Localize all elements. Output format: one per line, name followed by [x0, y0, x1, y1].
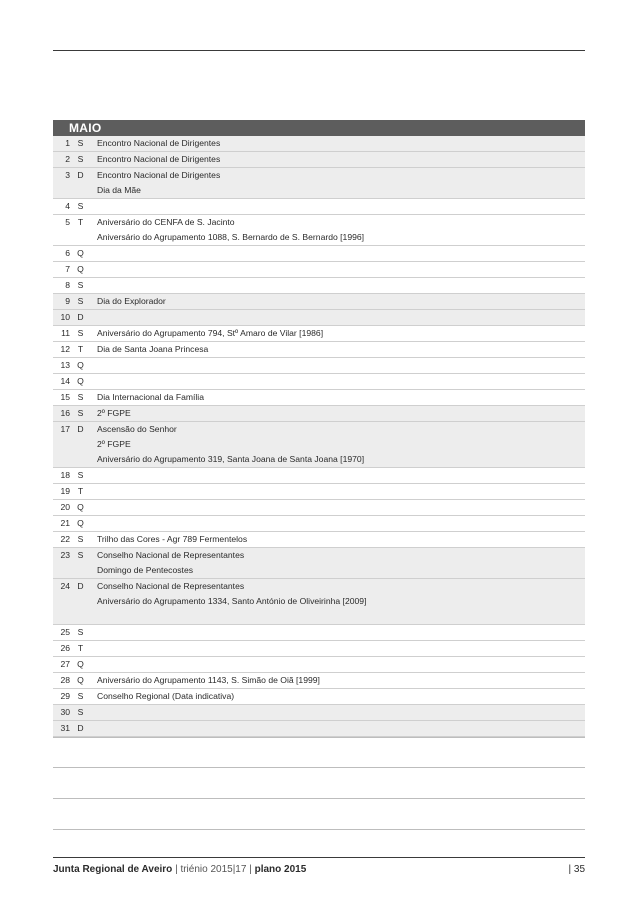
event-text: Aniversário do CENFA de S. Jacinto	[97, 217, 235, 227]
calendar-row	[53, 657, 585, 673]
calendar-row	[53, 326, 585, 342]
day-number: 30	[60, 707, 70, 717]
weekday-letter: S	[77, 691, 84, 701]
weekday-letter: Q	[77, 376, 84, 386]
notes-line	[53, 829, 585, 830]
footer-rule	[53, 857, 585, 858]
calendar-row	[53, 500, 585, 516]
event-text: Aniversário do Agrupamento 794, Stº Amaro de Vilar [1986]	[97, 328, 324, 338]
events-cell	[91, 689, 585, 704]
notes-line	[53, 737, 585, 738]
calendar-table	[53, 120, 585, 737]
day-number: 23	[60, 550, 70, 560]
event-text: Dia de Santa Joana Princesa	[97, 344, 209, 354]
event-text: Dia da Mãe	[97, 185, 141, 195]
events-cell	[91, 199, 585, 214]
event-text	[97, 374, 585, 389]
day-number: 6	[65, 248, 70, 258]
day-number: 18	[60, 470, 70, 480]
event-text: Domingo de Pentecostes	[97, 565, 194, 575]
day-number: 12	[60, 344, 70, 354]
weekday-letter: S	[77, 280, 84, 290]
events-cell	[91, 500, 585, 515]
event-text: Aniversário do Agrupamento 1088, S. Bernardo de S. Bernardo [1996]	[97, 232, 365, 242]
event-text	[97, 641, 585, 656]
events-cell	[91, 152, 585, 167]
events-cell	[91, 246, 585, 261]
footer-period: triénio 2015|17	[180, 864, 247, 875]
top-rule	[53, 50, 585, 51]
footer-plan: plano 2015	[254, 864, 307, 875]
weekday-letter: S	[77, 550, 84, 560]
event-text	[97, 609, 585, 624]
event-text	[97, 484, 585, 499]
calendar-row	[53, 422, 585, 468]
event-text	[97, 625, 585, 640]
weekday-letter: Q	[77, 518, 84, 528]
day-number: 13	[60, 360, 70, 370]
weekday-letter: S	[77, 201, 84, 211]
day-number: 2	[65, 154, 70, 164]
event-text: 2º FGPE	[97, 408, 131, 418]
events-cell	[91, 484, 585, 499]
day-number: 22	[60, 534, 70, 544]
event-text	[97, 721, 585, 736]
events-cell	[91, 294, 585, 309]
event-text	[97, 262, 585, 277]
day-number: 4	[65, 201, 70, 211]
events-cell	[91, 641, 585, 656]
events-cell	[91, 342, 585, 357]
events-cell	[91, 579, 585, 624]
event-text: Encontro Nacional de Dirigentes	[97, 170, 221, 180]
weekday-letter: S	[77, 627, 84, 637]
weekday-letter: Q	[77, 264, 84, 274]
event-text: Conselho Regional (Data indicativa)	[97, 691, 235, 701]
month-header: MAIO	[53, 120, 585, 136]
calendar-row	[53, 215, 585, 246]
day-number: 31	[60, 723, 70, 733]
weekday-letter: D	[77, 312, 84, 322]
event-text	[97, 468, 585, 483]
weekday-letter: Q	[77, 502, 84, 512]
event-text: Encontro Nacional de Dirigentes	[97, 138, 221, 148]
event-text	[97, 278, 585, 293]
events-cell	[91, 390, 585, 405]
day-number: 29	[60, 691, 70, 701]
events-cell	[91, 625, 585, 640]
calendar-row	[53, 152, 585, 168]
events-cell	[91, 215, 585, 245]
weekday-letter: S	[77, 534, 84, 544]
weekday-letter: Q	[77, 360, 84, 370]
events-cell	[91, 548, 585, 578]
footer	[53, 864, 306, 875]
events-cell	[91, 721, 585, 736]
weekday-letter: T	[77, 344, 84, 354]
calendar-row	[53, 358, 585, 374]
calendar-row	[53, 262, 585, 278]
events-cell	[91, 136, 585, 151]
events-cell	[91, 326, 585, 341]
day-number: 19	[60, 486, 70, 496]
event-text: Aniversário do Agrupamento 319, Santa Joana de Santa Joana [1970]	[97, 454, 365, 464]
event-text: Dia do Explorador	[97, 296, 166, 306]
day-number: 15	[60, 392, 70, 402]
calendar-row	[53, 246, 585, 262]
weekday-letter: S	[77, 470, 84, 480]
event-text: Aniversário do Agrupamento 1334, Santo António de Oliveirinha [2009]	[97, 596, 367, 606]
weekday-letter: S	[77, 707, 84, 717]
events-cell	[91, 358, 585, 373]
weekday-letter: D	[77, 723, 84, 733]
notes-line	[53, 767, 585, 768]
events-cell	[91, 278, 585, 293]
weekday-letter: T	[77, 486, 84, 496]
events-cell	[91, 657, 585, 672]
day-number: 24	[60, 581, 70, 591]
calendar-row	[53, 136, 585, 152]
event-text: Aniversário do Agrupamento 1143, S. Simão de Oiã [1999]	[97, 675, 320, 685]
events-cell	[91, 168, 585, 198]
calendar-row	[53, 390, 585, 406]
events-cell	[91, 406, 585, 421]
calendar-row	[53, 294, 585, 310]
weekday-letter: S	[77, 138, 84, 148]
weekday-letter: T	[77, 643, 84, 653]
day-number: 21	[60, 518, 70, 528]
day-number: 17	[60, 424, 70, 434]
event-text	[97, 310, 585, 325]
calendar-row	[53, 310, 585, 326]
event-text	[97, 358, 585, 373]
day-number: 7	[65, 264, 70, 274]
day-number: 14	[60, 376, 70, 386]
event-text: Trilho das Cores - Agr 789 Fermentelos	[97, 534, 248, 544]
event-text: Conselho Nacional de Representantes	[97, 550, 245, 560]
calendar-row	[53, 342, 585, 358]
day-number: 11	[61, 328, 70, 338]
weekday-letter: S	[77, 296, 84, 306]
weekday-letter: S	[77, 328, 84, 338]
page-number: | 35	[568, 864, 585, 875]
calendar-row	[53, 548, 585, 579]
calendar-row	[53, 579, 585, 625]
events-cell	[91, 262, 585, 277]
calendar-row	[53, 516, 585, 532]
day-number: 16	[60, 408, 70, 418]
calendar-row	[53, 406, 585, 422]
events-cell	[91, 532, 585, 547]
weekday-letter: S	[77, 392, 84, 402]
calendar-rows	[53, 136, 585, 737]
event-text	[97, 516, 585, 531]
footer-separator: |	[246, 864, 255, 875]
day-number: 1	[65, 138, 70, 148]
events-cell	[91, 374, 585, 389]
day-number: 25	[60, 627, 70, 637]
weekday-letter: D	[77, 424, 84, 434]
day-number: 27	[60, 659, 70, 669]
weekday-letter: S	[77, 408, 84, 418]
day-number: 26	[60, 643, 70, 653]
calendar-row	[53, 199, 585, 215]
events-cell	[91, 705, 585, 720]
events-cell	[91, 468, 585, 483]
weekday-letter: S	[77, 154, 84, 164]
events-cell	[91, 310, 585, 325]
weekday-letter: Q	[77, 248, 84, 258]
event-text: Dia Internacional da Família	[97, 392, 204, 402]
calendar-row	[53, 278, 585, 294]
events-cell	[91, 422, 585, 467]
calendar-row	[53, 705, 585, 721]
calendar-row	[53, 484, 585, 500]
day-number: 3	[65, 170, 70, 180]
weekday-letter: Q	[77, 659, 84, 669]
calendar-row	[53, 673, 585, 689]
event-text	[97, 657, 585, 672]
calendar-row	[53, 468, 585, 484]
weekday-letter: D	[77, 170, 84, 180]
weekday-letter: D	[77, 581, 84, 591]
footer-separator: |	[172, 864, 181, 875]
day-number: 8	[65, 280, 70, 290]
day-number: 20	[60, 502, 70, 512]
day-number: 28	[60, 675, 70, 685]
event-text: Encontro Nacional de Dirigentes	[97, 154, 221, 164]
weekday-letter: T	[77, 217, 84, 227]
calendar-row	[53, 625, 585, 641]
event-text: Conselho Nacional de Representantes	[97, 581, 245, 591]
calendar-row	[53, 689, 585, 705]
event-text: Ascensão do Senhor	[97, 424, 177, 434]
day-number: 5	[65, 217, 70, 227]
calendar-row	[53, 641, 585, 657]
day-number: 9	[65, 296, 70, 306]
calendar-row	[53, 168, 585, 199]
events-cell	[91, 673, 585, 688]
day-number: 10	[60, 312, 70, 322]
event-text	[97, 199, 585, 214]
calendar-row	[53, 721, 585, 737]
footer-org: Junta Regional de Aveiro	[53, 864, 173, 875]
event-text	[97, 500, 585, 515]
notes-line	[53, 798, 585, 799]
weekday-letter: Q	[77, 675, 84, 685]
events-cell	[91, 516, 585, 531]
event-text: 2º FGPE	[97, 439, 131, 449]
event-text	[97, 705, 585, 720]
event-text	[97, 246, 585, 261]
calendar-row	[53, 374, 585, 390]
calendar-row	[53, 532, 585, 548]
